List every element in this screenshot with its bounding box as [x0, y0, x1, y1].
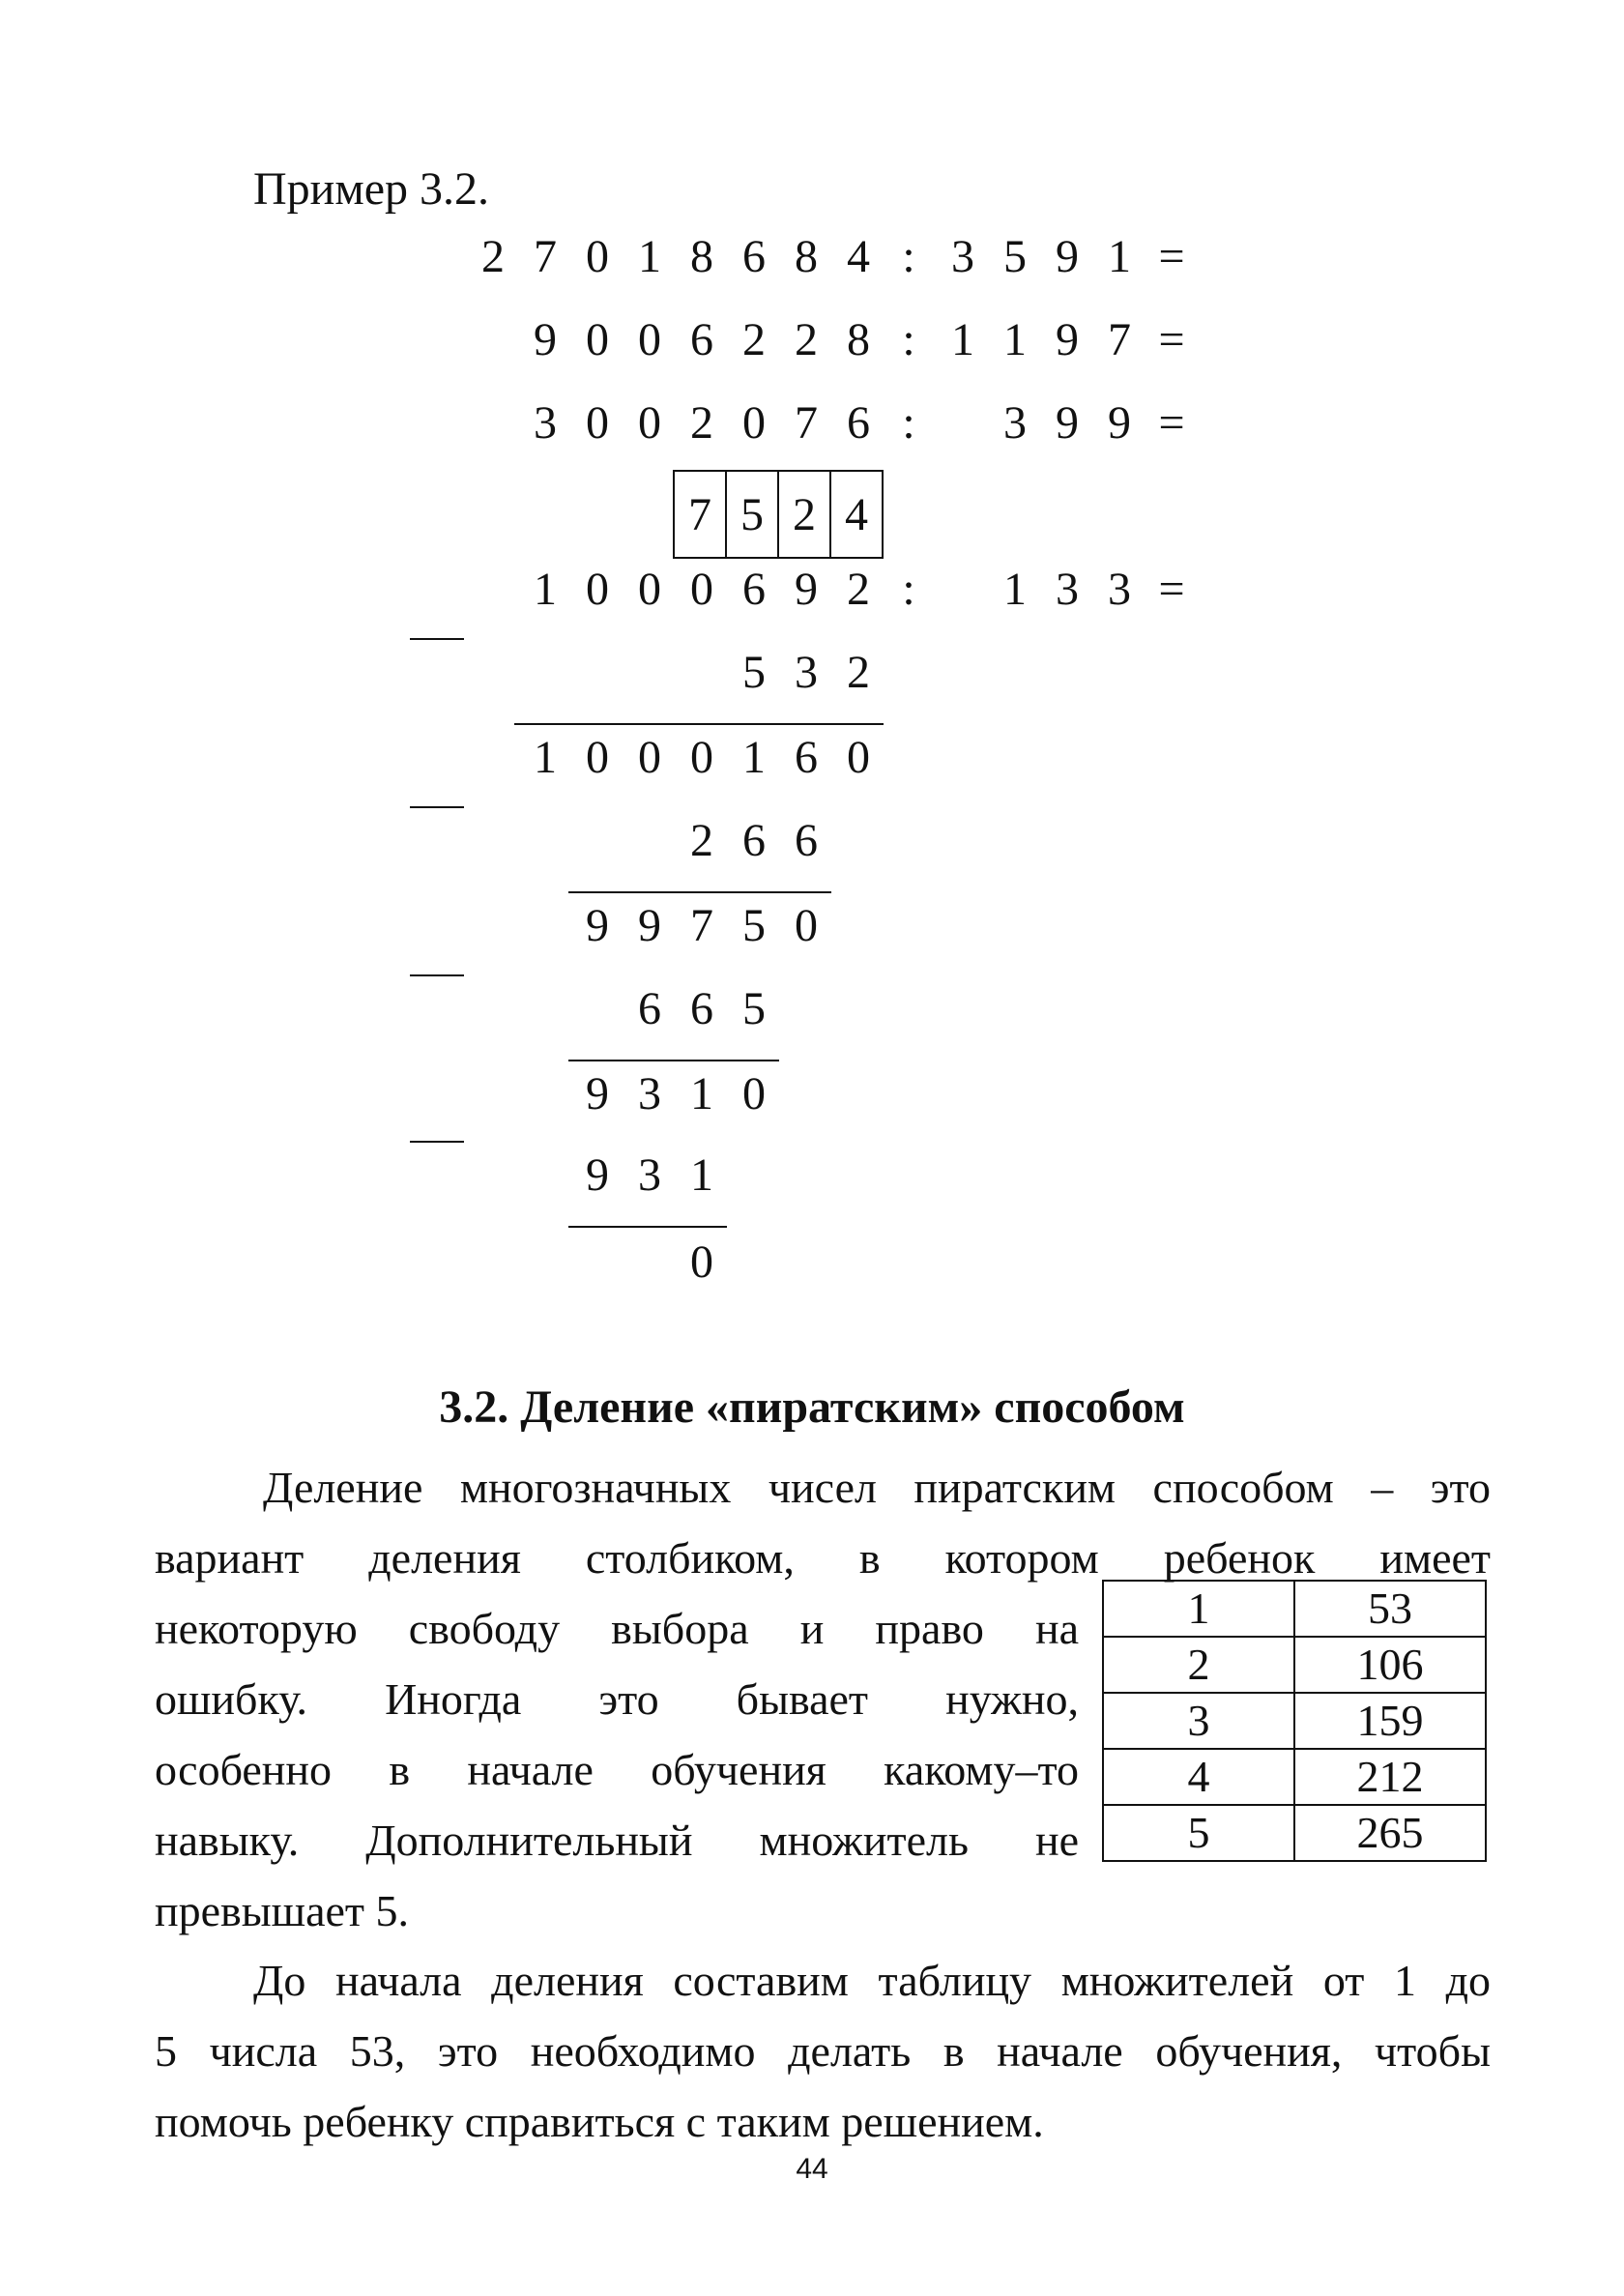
equation-3-dividend-digit: 0: [586, 397, 609, 449]
equation-4-divisor-digit: 3: [1056, 564, 1079, 615]
table-row: [1103, 1749, 1486, 1805]
equation-2-dividend-digit: 2: [795, 314, 818, 365]
step-3-remainder-digit: 1: [690, 1068, 713, 1119]
multiplier-cell: 5: [1103, 1805, 1294, 1861]
subtraction-line: [568, 1226, 727, 1228]
equation-1-dividend-digit: 6: [742, 231, 766, 282]
table-row: [1103, 1581, 1486, 1637]
quotient-digit: 4: [845, 488, 868, 540]
table-row: [1103, 1637, 1486, 1693]
paragraph-2-line-1: До начала деления составим таблицу множителей от 1 до: [253, 1956, 1491, 2005]
step-3-remainder-digit: 9: [586, 1068, 609, 1119]
equation-2-divisor-digit: 7: [1108, 314, 1131, 365]
equation-4-divisor-digit: 1: [1003, 564, 1027, 615]
section-title: 3.2. Деление «пиратским» способом: [439, 1381, 1185, 1433]
equation-2-dividend-digit: 9: [534, 314, 557, 365]
step-1-remainder-digit: 0: [638, 732, 661, 783]
step-3-subtrahend-digit: 6: [638, 983, 661, 1034]
equation-1-divisor-digit: 1: [1108, 231, 1131, 282]
quotient-digit: 2: [779, 472, 831, 557]
minus-sign: [410, 806, 464, 808]
equation-1-divisor-digit: 5: [1003, 231, 1027, 282]
multiplier-cell: 4: [1103, 1749, 1294, 1805]
step-2-subtrahend-digit: 6: [795, 815, 818, 866]
equation-4-dividend-digit: 0: [638, 564, 661, 615]
step-2-remainder-digit: 7: [690, 900, 713, 951]
minus-sign: [410, 1141, 464, 1143]
equation-3-divisor-digit: 9: [1056, 397, 1079, 449]
paragraph-2-line-3: помочь ребенку справиться с таким решением.: [155, 2097, 1044, 2146]
equation-2-dividend-digit: 2: [742, 314, 766, 365]
paragraph-2-line-2: 5 числа 53, это необходимо делать в начале обучения, чтобы: [155, 2026, 1491, 2076]
table-row: [1103, 1693, 1486, 1749]
table-row: [1103, 1805, 1486, 1861]
multiplier-table: [1102, 1580, 1487, 1862]
equation-4-dividend-digit: 1: [534, 564, 557, 615]
step-1-subtrahend-digit: 3: [795, 647, 818, 698]
equation-3-divisor-digit: 3: [1003, 397, 1027, 449]
equation-3-dividend-digit: 7: [795, 397, 818, 449]
step-2-subtrahend-digit: 6: [742, 815, 766, 866]
subtraction-line: [568, 891, 831, 893]
multiplier-cell: 1: [1103, 1581, 1294, 1637]
multiplier-cell: 2: [1103, 1637, 1294, 1693]
equation-2-dividend-digit: 0: [586, 314, 609, 365]
example-label: Пример 3.2.: [253, 163, 490, 215]
step-4-subtrahend-digit: 9: [586, 1149, 609, 1201]
equation-4-dividend-digit: 2: [847, 564, 870, 615]
step-3-subtrahend-digit: 5: [742, 983, 766, 1034]
equation-1-dividend-digit: 7: [534, 231, 557, 282]
equation-2-dividend-digit: 8: [847, 314, 870, 365]
paragraph-1-line-2: вариант деления столбиком, в котором ребенок имеет: [155, 1533, 1491, 1583]
equation-4-dividend-digit: 0: [586, 564, 609, 615]
equation-4-dividend-digit: 9: [795, 564, 818, 615]
step-1-remainder-digit: 1: [534, 732, 557, 783]
subtraction-line: [514, 723, 884, 725]
paragraph-1-line-6: навыку. Дополнительный множитель не: [155, 1816, 1079, 1865]
paragraph-1-line-7: превышает 5.: [155, 1886, 410, 1935]
product-cell: 265: [1294, 1805, 1486, 1861]
equation-3-dividend-digit: 2: [690, 397, 713, 449]
equation-1-dividend-digit: 8: [795, 231, 818, 282]
step-2-remainder-digit: 0: [795, 900, 818, 951]
step-3-remainder-digit: 0: [742, 1068, 766, 1119]
equation-3-dividend-digit: 0: [742, 397, 766, 449]
step-1-remainder-digit: 0: [847, 732, 870, 783]
equation-1-dividend-digit: 8: [690, 231, 713, 282]
equation-2-dividend-digit: 6: [690, 314, 713, 365]
step-4-subtrahend-digit: 1: [690, 1149, 713, 1201]
step-1-remainder-digit: 0: [690, 732, 713, 783]
equation-1-dividend-digit: 2: [481, 231, 505, 282]
equation-3-dividend-digit: 3: [534, 397, 557, 449]
step-3-subtrahend-digit: 6: [690, 983, 713, 1034]
equation-2-divisor-digit: 9: [1056, 314, 1079, 365]
equation-1-dividend-digit: 0: [586, 231, 609, 282]
quotient-boxes: [673, 470, 884, 559]
equation-2-divisor-digit: 1: [951, 314, 974, 365]
step-2-subtrahend-digit: 2: [690, 815, 713, 866]
equation-1-divisor-digit: 9: [1056, 231, 1079, 282]
paragraph-2: [155, 1945, 1491, 2157]
equation-4-divisor-digit: 3: [1108, 564, 1131, 615]
step-1-remainder-digit: 1: [742, 732, 766, 783]
step-3-remainder-digit: 3: [638, 1068, 661, 1119]
equation-2-divisor-digit: 1: [1003, 314, 1027, 365]
minus-sign: [410, 974, 464, 976]
paragraph-1-wrapped: [155, 1593, 1079, 1946]
product-cell: 212: [1294, 1749, 1486, 1805]
paragraph-1-line-4: ошибку. Иногда это бывает нужно,: [155, 1674, 1079, 1724]
equation-1-divisor-digit: 3: [951, 231, 974, 282]
product-cell: 159: [1294, 1693, 1486, 1749]
product-cell: 53: [1294, 1581, 1486, 1637]
step-4-subtrahend-digit: 3: [638, 1149, 661, 1201]
subtraction-line: [568, 1060, 779, 1061]
equation-2-dividend-digit: 0: [638, 314, 661, 365]
page-number: 44: [796, 2153, 828, 2185]
step-1-subtrahend-digit: 5: [742, 647, 766, 698]
multiplier-cell: 3: [1103, 1693, 1294, 1749]
quotient-digit: 7: [675, 472, 727, 557]
minus-sign: [410, 638, 464, 640]
step-4-remainder-digit: 0: [690, 1236, 713, 1288]
step-2-remainder-digit: 9: [586, 900, 609, 951]
paragraph-1-line-1: Деление многозначных чисел пиратским способом – это: [263, 1463, 1491, 1512]
paragraph-1: [155, 1452, 1491, 1593]
step-2-remainder-digit: 9: [638, 900, 661, 951]
equation-1-dividend-digit: 1: [638, 231, 661, 282]
step-1-remainder-digit: 0: [586, 732, 609, 783]
step-1-remainder-digit: 6: [795, 732, 818, 783]
equation-1-dividend-digit: 4: [847, 231, 870, 282]
quotient-digit: 5: [727, 472, 779, 557]
equation-4-dividend-digit: 6: [742, 564, 766, 615]
equation-3-dividend-digit: 6: [847, 397, 870, 449]
equation-3-divisor-digit: 9: [1108, 397, 1131, 449]
step-2-remainder-digit: 5: [742, 900, 766, 951]
product-cell: 106: [1294, 1637, 1486, 1693]
step-1-subtrahend-digit: 2: [847, 647, 870, 698]
paragraph-1-line-5: особенно в начале обучения какому–то: [155, 1745, 1079, 1794]
paragraph-1-line-3: некоторую свободу выбора и право на: [155, 1604, 1079, 1653]
equation-4-dividend-digit: 0: [690, 564, 713, 615]
equation-3-dividend-digit: 0: [638, 397, 661, 449]
